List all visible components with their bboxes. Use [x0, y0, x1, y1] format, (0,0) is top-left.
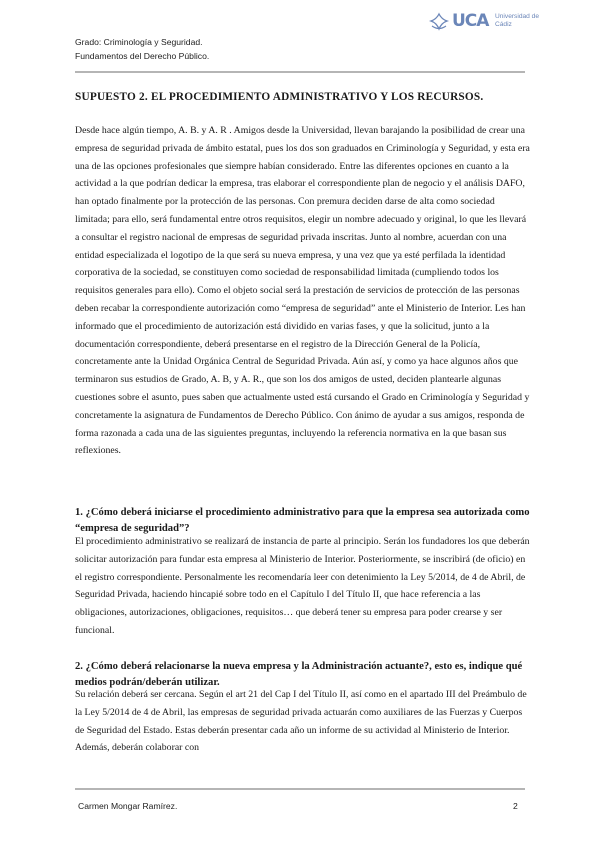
- answer-2: Su relación deberá ser cercana. Según el art 21 del Cap I del Título II, así como en el apartado III del Preámbulo de la Ley 5/2014 de 4 de Abril, las empresas de seguridad privada actuarán como auxiliares de las Fuerzas y Cuerpos de Seguridad del Estado. Estas deberán presentar cada año un informe de su actividad al Ministerio de Interior. Además, deberán colaborar con: [75, 689, 527, 754]
- header-divider: [75, 71, 525, 73]
- logo-emblem-icon: [428, 11, 450, 33]
- header-degree: Grado: Criminología y Seguridad.: [75, 37, 203, 47]
- university-logo: [428, 10, 538, 36]
- question-2: 2. ¿Cómo deberá relacionarse la nueva empresa y la Administración actuante?, esto es, indique qué medios podrán/deberán utilizar.: [75, 661, 523, 688]
- footer-author: Carmen Mongar Ramírez.: [78, 801, 178, 811]
- answer-1: El procedimiento administrativo se realizará de instancia de parte al principio. Serán los fundadores los que deberán solicitar autorización para fundar esta empresa al Ministerio de Interior. Posteriormente, se inscribirá (de oficio) en el registro correspondiente. Personalmente les recomendaría leer con detenimiento la Ley 5/2014, de 4 de Abril, de Seguridad Privada, haciendo hincapié sobre todo en el Capítulo I del Título II, que hace referencia a las obligaciones, autorizaciones, obligaciones, requisitos… que deberá tener su empresa para poder crearse y ser funcional.: [75, 536, 530, 636]
- logo-university-name: Universidad de Cádiz: [495, 13, 539, 28]
- footer-divider: [75, 788, 525, 790]
- question-1: 1. ¿Cómo deberá iniciarse el procedimiento administrativo para que la empresa sea autorizada como “empresa de seguridad”?: [75, 507, 530, 534]
- header-text: [75, 35, 209, 63]
- header-subject: Fundamentos del Derecho Público.: [75, 51, 210, 61]
- logo-wordmark: UCA: [452, 11, 489, 31]
- intro-paragraph: Desde hace algún tiempo, A. B. y A. R . Amigos desde la Universidad, llevan barajando la posibilidad de crear una empresa de seguridad privada de ámbito estatal, pues los dos son graduados en Criminología y Seguridad, y esta era una de las opciones profesionales que siempre habían considerado. Entre las diferentes opciones en cuanto a la actividad a la que podrían dedicar la empresa, tras elaborar el correspondiente plan de negocio y el análisis DAFO, han optado finalmente por la protección de las personas. Con premura deciden darse de alta como sociedad limitada; para ello, será fundamental entre otros requisitos, elegir un nombre adecuado y original, lo que les llevará a consultar el registro nacional de empresas de seguridad privada inscritas. Junto al nombre, acuerdan con una entidad especializada el logotipo de la que será su nueva empresa, y una vez que ya esté perfilada la identidad corporativa de la sociedad, se constituyen como sociedad de responsabilidad limitada (cumpliendo todos los requisitos generales para ello). Como el objeto social será la prestación de servicios de protección de las personas deben recabar la correspondiente autorización como “empresa de seguridad” ante el Ministerio de Interior. Les han informado que el procedimiento de autorización está dividido en varias fases, y que la solicitud, junto a la documentación correspondiente, deberá presentarse en el registro de la Dirección General de la Policía, concretamente ante la Unidad Orgánica Central de Seguridad Privada. Aún así, y como ya hace algunos años que terminaron sus estudios de Grado, A. B, y A. R., que son los dos amigos de usted, deciden plantearle algunas cuestiones sobre el asunto, pues saben que actualmente usted está cursando el Grado en Criminología y Seguridad y concretamente la asignatura de Fundamentos de Derecho Público. Con ánimo de ayudar a sus amigos, responda de forma razonada a cada una de las siguientes preguntas, incluyendo la referencia normativa en la que basan sus reflexiones.: [75, 125, 530, 457]
- page-title: SUPUESTO 2. EL PROCEDIMIENTO ADMINISTRATIVO Y LOS RECURSOS.: [75, 91, 484, 103]
- page-number: 2: [513, 801, 518, 811]
